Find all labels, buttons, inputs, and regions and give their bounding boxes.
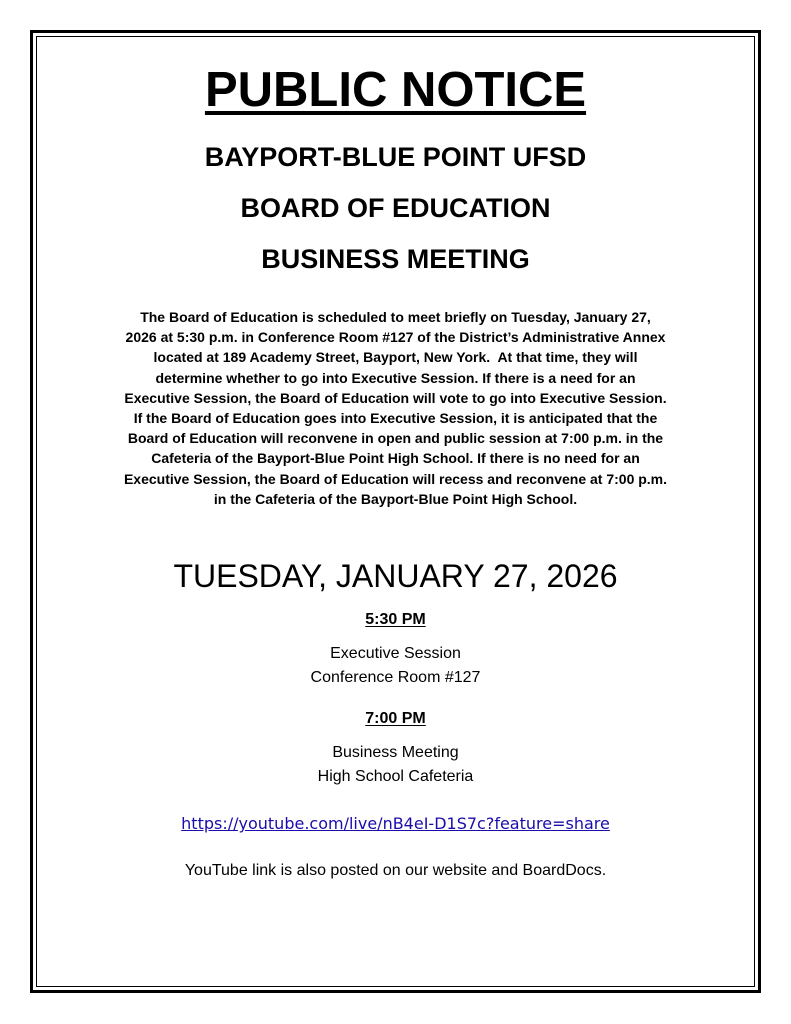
body-line: in the Cafeteria of the Bayport-Blue Point High School.: [213, 490, 578, 507]
meeting-type: BUSINESS MEETING: [261, 244, 530, 274]
body-line: Executive Session, the Board of Education will vote to go into Executive Session.: [124, 389, 667, 406]
session-name: Executive Session: [330, 645, 461, 663]
body-line: Cafeteria of the Bayport-Blue Point High School. If there is no need for an: [151, 450, 640, 467]
session-name: Business Meeting: [332, 744, 459, 762]
body-line: Executive Session, the Board of Education will recess and reconvene at 7:00 p.m.: [123, 470, 668, 487]
notice-title: PUBLIC NOTICE: [204, 63, 587, 117]
session-time: 7:00 PM: [365, 710, 426, 728]
meeting-date: TUESDAY, JANUARY 27, 2026: [173, 558, 618, 595]
body-line: determine whether to go into Executive Session. If there is a need for an: [155, 369, 636, 386]
session-location: Conference Room #127: [310, 669, 481, 687]
body-line: 2026 at 5:30 p.m. in Conference Room #127 of the District’s Administrative Annex: [125, 329, 666, 346]
body-line: located at 189 Academy Street, Bayport, New York. At that time, they will: [153, 349, 638, 366]
session-time: 5:30 PM: [365, 611, 426, 629]
notice-content: [40, 40, 751, 882]
session-details: [40, 741, 751, 789]
district-name: BAYPORT-BLUE POINT UFSD: [204, 142, 587, 172]
youtube-link[interactable]: https://youtube.com/live/nB4eI-D1S7c?feature=share: [181, 814, 610, 834]
session-details: [40, 642, 751, 690]
body-line: The Board of Education is scheduled to meet briefly on Tuesday, January 27,: [140, 309, 651, 325]
session-location: High School Cafeteria: [317, 768, 474, 786]
board-name: BOARD OF EDUCATION: [240, 193, 551, 223]
body-line: Board of Education will reconvene in open and public session at 7:00 p.m. in the: [127, 430, 664, 447]
body-line: If the Board of Education goes into Executive Session, it is anticipated that the: [133, 410, 658, 427]
notice-body: [76, 307, 716, 509]
footer-note: YouTube link is also posted on our website and BoardDocs.: [184, 862, 607, 880]
